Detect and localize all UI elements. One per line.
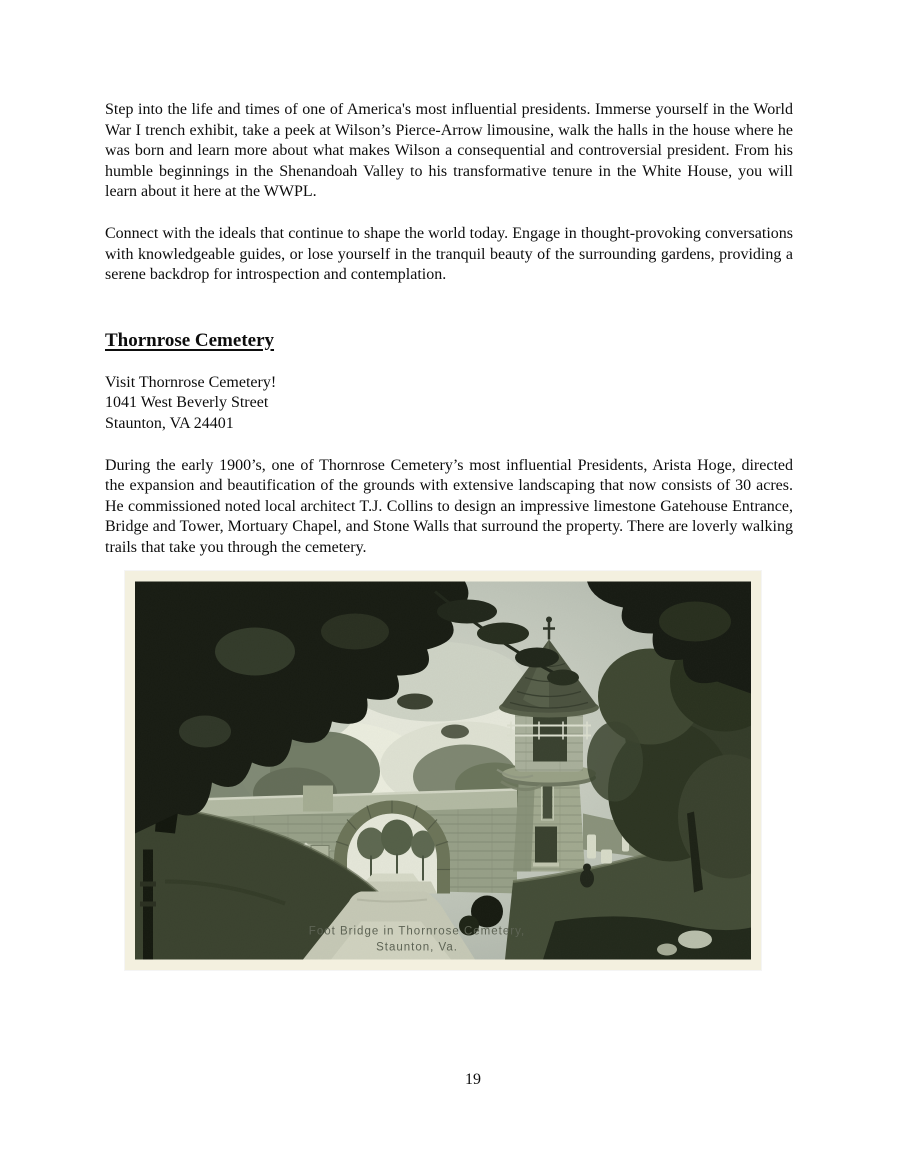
footbridge-photo-illustration — [135, 581, 751, 960]
address-line-street: 1041 West Beverly Street — [105, 394, 269, 412]
paragraph-cemetery-history: During the early 1900’s, one of Thornrose Cemetery’s most influential Presidents, Arista Hoge, directed the expansion and beautification of the grounds with extensive landscaping that now consists of 30 acres. He commissioned noted local architect T.J. Collins to design an impressive limestone Gatehouse Entrance, Bridge and Tower, Mortuary Chapel, and Stone Walls that surround the property. There are loverly walking trails that take you through the cemetery. — [105, 456, 793, 556]
photo-caption-line1: Foot Bridge in Thornrose Cemetery, — [308, 925, 526, 937]
page-content — [105, 100, 793, 970]
address-line-visit: Visit Thornrose Cemetery! — [105, 373, 277, 391]
section-heading-thornrose: Thornrose Cemetery — [105, 329, 275, 351]
paragraph-connect: Connect with the ideals that continue to shape the world today. Engage in thought-provoking conversations with knowledgeable guides, or lose yourself in the tranquil beauty of the surrounding gardens, providing a serene backdrop for introspection and contemplation. — [105, 224, 793, 284]
photo-grain-overlay — [135, 581, 751, 959]
page-number: 19 — [465, 1071, 481, 1088]
cemetery-postcard-photo — [125, 571, 761, 970]
paragraph-wilson-library: Step into the life and times of one of America's most influential presidents. Immerse yourself in the World War I trench exhibit, take a peek at Wilson’s Pierce-Arrow limousine, walk the halls in the house where he was born and learn more about what makes Wilson a consequential and controversial president. From his humble beginnings in the Shenandoah Valley to his transformative tenure in the White House, you will learn about it here at the WWPL. — [105, 101, 793, 201]
photo-caption-line2: Staunton, Va. — [376, 941, 458, 953]
address-block — [105, 373, 793, 435]
address-line-city: Staunton, VA 24401 — [105, 414, 234, 432]
